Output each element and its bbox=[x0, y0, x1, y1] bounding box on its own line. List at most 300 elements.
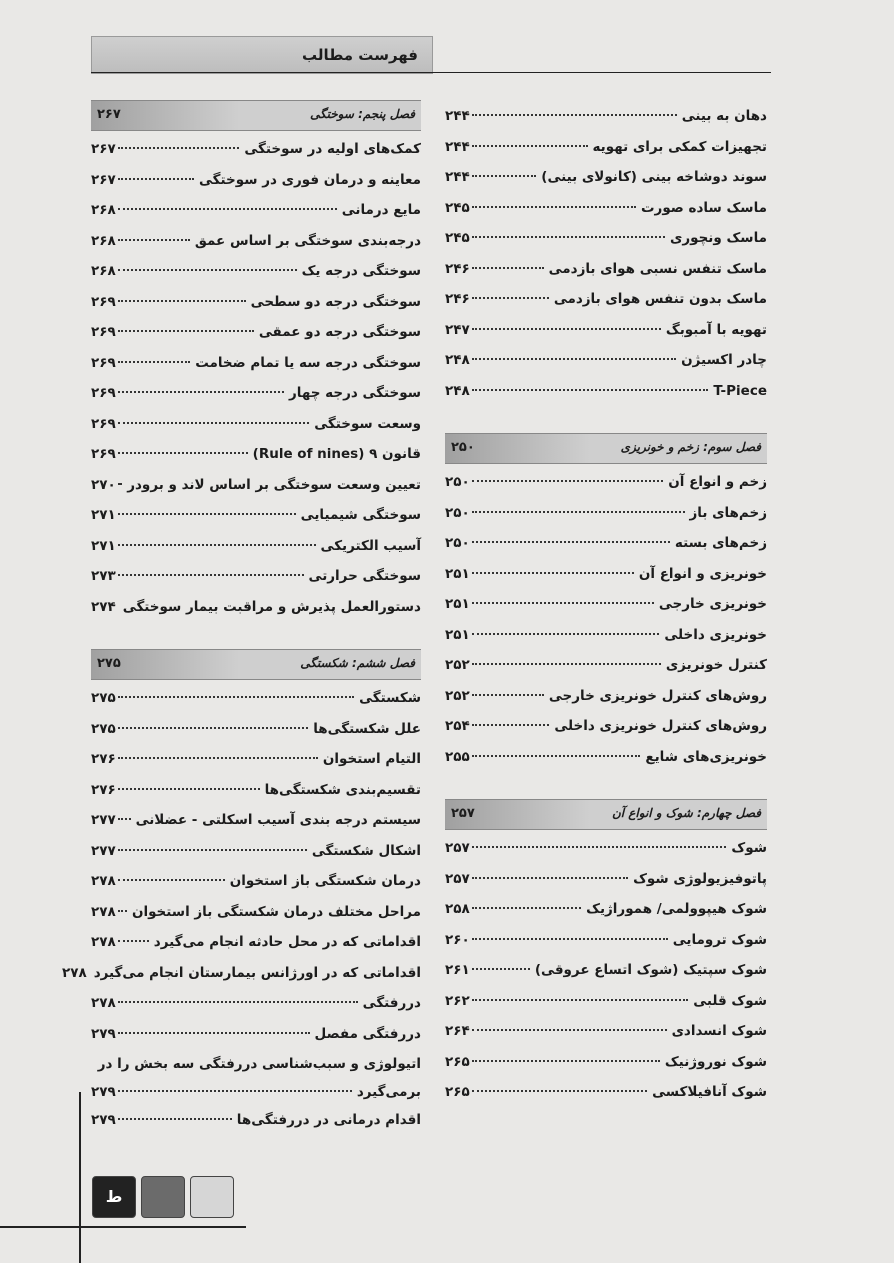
entry-row bbox=[445, 1054, 767, 1070]
entry-label: تهویه با آمبوبگ bbox=[665, 321, 767, 338]
dot-leader bbox=[472, 206, 636, 208]
dot-leader bbox=[472, 175, 537, 177]
dot-leader bbox=[118, 452, 248, 454]
dot-leader bbox=[472, 846, 727, 848]
entry-page-number: ۲۵۲ bbox=[445, 657, 470, 673]
entry-page-number: ۲۴۶ bbox=[445, 291, 470, 307]
toc-entry bbox=[445, 1076, 767, 1107]
toc-entry bbox=[445, 253, 767, 284]
toc-entry bbox=[445, 924, 767, 955]
toc-header-box bbox=[91, 36, 433, 74]
entry-label: سوختگی حرارتی bbox=[308, 568, 421, 584]
entry-page-number: ۲۶۵ bbox=[445, 1084, 470, 1100]
dot-leader bbox=[472, 968, 530, 970]
chapter-title: فصل پنجم: سوختگی bbox=[310, 107, 415, 121]
entry-label: ماسک ساده صورت bbox=[640, 199, 767, 216]
dot-leader bbox=[118, 1032, 310, 1034]
entry-row bbox=[91, 599, 421, 615]
entry-label: شوک ترومایی bbox=[672, 931, 767, 948]
entry-label: دررفتگی bbox=[362, 995, 421, 1011]
section-gap bbox=[445, 771, 767, 799]
dot-leader bbox=[472, 389, 709, 391]
entry-label: درجه‌بندی سوختگی بر اساس عمق bbox=[194, 232, 421, 249]
toc-entry bbox=[91, 804, 421, 835]
chapter-heading bbox=[91, 649, 421, 680]
dot-leader bbox=[472, 602, 654, 604]
entry-page-number: ۲۵۰ bbox=[445, 504, 470, 521]
dot-leader bbox=[118, 330, 254, 332]
entry-row bbox=[91, 538, 421, 554]
entry-label: دستورالعمل پذیرش و مراقبت بیمار سوختگی bbox=[122, 598, 421, 615]
dot-leader bbox=[118, 940, 149, 942]
entry-page-number: ۲۷۸ bbox=[61, 964, 87, 981]
entry-label: سیستم درجه بندی آسیب اسکلتی - عضلانی bbox=[135, 812, 421, 828]
chapter-heading bbox=[445, 799, 767, 830]
dot-leader bbox=[472, 358, 676, 360]
entry-page-number: ۲۵۷ bbox=[445, 870, 470, 887]
toc-entry bbox=[91, 133, 421, 164]
entry-page-number: ۲۵۷ bbox=[445, 840, 470, 856]
toc-entry bbox=[445, 954, 767, 985]
entry-page-number: ۲۶۹ bbox=[91, 293, 116, 310]
footer-rule bbox=[0, 1226, 246, 1228]
dot-leader bbox=[472, 999, 688, 1001]
entry-page-number: ۲۶۵ bbox=[445, 1053, 470, 1070]
toc-entry bbox=[91, 560, 421, 591]
toc-entry bbox=[91, 591, 421, 622]
chapter-page-number: ۲۶۷ bbox=[97, 107, 121, 122]
entry-row bbox=[445, 566, 767, 582]
entry-page-number: ۲۴۴ bbox=[445, 169, 470, 185]
entry-row bbox=[445, 718, 767, 734]
toc-entry bbox=[445, 222, 767, 253]
entry-label: چادر اکسیژن bbox=[681, 352, 767, 368]
entry-label: روش‌های کنترل خونریزی خارجی bbox=[548, 687, 767, 704]
entry-label: التیام استخوان bbox=[322, 751, 421, 767]
toc-entry bbox=[445, 619, 767, 650]
dot-leader bbox=[472, 633, 660, 635]
entry-label: زخم‌های باز bbox=[689, 504, 767, 521]
entry-page-number: ۲۶۷ bbox=[91, 171, 116, 188]
entry-label: خونریزی داخلی bbox=[664, 626, 767, 643]
entry-row bbox=[61, 964, 421, 981]
page-marker: ط bbox=[92, 1176, 136, 1218]
entry-label: آسیب الکتریکی bbox=[320, 537, 421, 554]
entry-row bbox=[91, 873, 421, 889]
entry-label: تعیین وسعت سوختگی بر اساس لاند و برودر bbox=[127, 476, 421, 493]
entry-label: تجهیزات کمکی برای تهویه bbox=[592, 138, 767, 155]
entry-label: سوختگی درجه سه یا تمام ضخامت bbox=[195, 354, 421, 371]
dot-leader bbox=[472, 328, 661, 330]
header-rule bbox=[91, 72, 771, 73]
entry-row bbox=[445, 657, 767, 673]
entry-row bbox=[91, 294, 421, 310]
toc-entry bbox=[91, 743, 421, 774]
toc-entry bbox=[445, 527, 767, 558]
entry-label: شوک انسدادی bbox=[671, 1023, 767, 1039]
entry-row bbox=[91, 324, 421, 340]
entry-row bbox=[445, 749, 767, 765]
dot-leader bbox=[118, 727, 308, 729]
entry-row bbox=[445, 596, 767, 612]
toc-entry bbox=[91, 286, 421, 317]
decor-square-light bbox=[190, 1176, 234, 1218]
entry-label: سوختگی درجه دو عمقی bbox=[258, 324, 421, 340]
entry-label: اقداماتی که در محل حادثه انجام می‌گیرد bbox=[153, 934, 421, 950]
entry-page-number: ۲۷۶ bbox=[91, 781, 116, 798]
toc-entry bbox=[91, 530, 421, 561]
toc-entry bbox=[445, 680, 767, 711]
toc-entry bbox=[91, 499, 421, 530]
entry-label: درمان شکستگی باز استخوان bbox=[229, 873, 421, 889]
entry-label: خونریزی خارجی bbox=[658, 596, 767, 612]
dot-leader bbox=[472, 236, 665, 238]
entry-label: خونریزی و انواع آن bbox=[638, 565, 767, 582]
entry-label: ماسک ونچوری bbox=[669, 230, 767, 246]
dot-leader bbox=[118, 391, 284, 393]
entry-label: روش‌های کنترل خونریزی داخلی bbox=[554, 718, 767, 734]
toc-entry bbox=[91, 1018, 421, 1049]
entry-page-number: ۲۴۶ bbox=[445, 260, 470, 277]
entry-page-number: ۲۴۴ bbox=[445, 108, 470, 124]
entry-row bbox=[91, 1112, 421, 1128]
entry-page-number: ۲۷۸ bbox=[91, 934, 116, 950]
entry-page-number: ۲۶۸ bbox=[91, 263, 116, 279]
entry-page-number: ۲۵۵ bbox=[445, 748, 470, 765]
toc-entry bbox=[445, 192, 767, 223]
entry-label: سوختگی درجه دو سطحی bbox=[250, 293, 421, 310]
chapter-page-number: ۲۷۵ bbox=[97, 656, 121, 671]
toc-entry bbox=[445, 1046, 767, 1077]
entry-label: مایع درمانی bbox=[341, 202, 421, 218]
entry-label: شوک هیپوولمی/ هموراژیک bbox=[586, 901, 767, 917]
dot-leader bbox=[118, 910, 127, 912]
dot-leader bbox=[472, 755, 641, 757]
entry-label: ماسک تنفس نسبی هوای بازدمی bbox=[548, 260, 767, 277]
entry-row bbox=[91, 202, 421, 218]
toc-left-column bbox=[61, 100, 421, 1135]
dot-leader bbox=[118, 300, 246, 302]
toc-entry bbox=[91, 682, 421, 713]
dot-leader bbox=[472, 1029, 667, 1031]
entry-row bbox=[445, 962, 767, 978]
entry-page-number: ۲۵۲ bbox=[445, 687, 470, 704]
entry-row bbox=[91, 477, 421, 493]
dot-leader bbox=[118, 513, 296, 515]
dot-leader bbox=[118, 1001, 358, 1003]
toc-entry bbox=[91, 774, 421, 805]
section-gap bbox=[445, 405, 767, 433]
entry-page-number: ۲۷۵ bbox=[91, 690, 116, 706]
chapter-page-number: ۲۵۷ bbox=[451, 806, 475, 821]
chapter-title: فصل ششم: شکستگی bbox=[300, 656, 415, 670]
entry-page-number: ۲۶۸ bbox=[91, 202, 116, 218]
chapter-title: فصل چهارم: شوک و انواع آن bbox=[611, 806, 761, 820]
entry-page-number: ۲۶۸ bbox=[91, 232, 116, 249]
entry-label: کنترل خونریزی bbox=[665, 657, 767, 673]
entry-row bbox=[91, 355, 421, 371]
entry-row bbox=[91, 904, 421, 920]
dot-leader bbox=[472, 480, 664, 482]
toc-entry bbox=[445, 344, 767, 375]
dot-leader bbox=[472, 145, 588, 147]
chapter-page-number: ۲۵۰ bbox=[451, 440, 475, 455]
entry-row bbox=[445, 200, 767, 216]
entry-page-number: ۲۷۷ bbox=[91, 842, 116, 859]
entry-page-number: ۲۷۳ bbox=[91, 568, 116, 584]
chapter-heading bbox=[445, 433, 767, 464]
entry-row bbox=[91, 385, 421, 401]
entry-label: شوک آنافیلاکسی bbox=[652, 1084, 767, 1100]
dot-leader bbox=[118, 788, 260, 790]
entry-label: سوند دوشاخه بینی (کانولای بینی) bbox=[541, 169, 767, 185]
entry-page-number: ۲۷۹ bbox=[91, 1112, 116, 1128]
dot-leader bbox=[118, 208, 337, 210]
toc-entry bbox=[91, 469, 421, 500]
chapter-title: فصل سوم: زخم و خونریزی bbox=[620, 440, 761, 454]
toc-entry bbox=[445, 588, 767, 619]
toc-entry bbox=[445, 832, 767, 863]
toc-entry bbox=[91, 1104, 421, 1135]
entry-label: دررفتگی مفصل bbox=[314, 1025, 421, 1042]
entry-page-number: ۲۷۴ bbox=[91, 598, 116, 615]
entry-row bbox=[91, 1084, 421, 1100]
dot-leader bbox=[472, 267, 544, 269]
entry-label: کمک‌های اولیه در سوختگی bbox=[244, 141, 421, 157]
entry-row bbox=[91, 233, 421, 249]
entry-row bbox=[445, 291, 767, 307]
entry-page-number: ۲۷۱ bbox=[91, 507, 116, 523]
entry-page-number: ۲۷۸ bbox=[91, 903, 116, 920]
entry-page-number: ۲۴۵ bbox=[445, 230, 470, 246]
entry-row bbox=[445, 901, 767, 917]
dot-leader bbox=[472, 572, 634, 574]
toc-title: فهرست مطالب bbox=[302, 46, 418, 64]
entry-row bbox=[91, 1026, 421, 1042]
entry-page-number: ۲۶۹ bbox=[91, 354, 116, 371]
entry-page-number: ۲۶۹ bbox=[91, 446, 116, 462]
entry-page-number: ۲۶۹ bbox=[91, 324, 116, 340]
dot-leader bbox=[118, 1118, 232, 1120]
dot-leader bbox=[118, 422, 309, 424]
toc-entry bbox=[91, 713, 421, 744]
entry-label: اشکال شکستگی bbox=[311, 842, 421, 859]
entry-row bbox=[91, 995, 421, 1011]
entry-row bbox=[91, 416, 421, 432]
entry-row bbox=[91, 751, 421, 767]
toc-entry bbox=[445, 375, 767, 406]
entry-page-number: ۲۶۹ bbox=[91, 415, 116, 432]
toc-entry bbox=[91, 377, 421, 408]
toc-entry bbox=[91, 1048, 421, 1104]
entry-page-number: ۲۵۱ bbox=[445, 565, 470, 582]
toc-entry bbox=[445, 161, 767, 192]
entry-row bbox=[445, 840, 767, 856]
entry-label: خونریزی‌های شایع bbox=[645, 748, 767, 765]
entry-page-number: ۲۴۸ bbox=[445, 352, 470, 368]
dot-leader bbox=[118, 269, 297, 271]
toc-entry bbox=[91, 926, 421, 957]
entry-page-number: ۲۶۰ bbox=[445, 931, 470, 948]
entry-row bbox=[91, 141, 421, 157]
toc-entry bbox=[445, 710, 767, 741]
entry-label: سوختگی درجه یک bbox=[301, 263, 421, 279]
toc-entry bbox=[445, 649, 767, 680]
entry-row bbox=[445, 505, 767, 521]
toc-entry bbox=[91, 865, 421, 896]
entry-row bbox=[91, 721, 421, 737]
toc-entry bbox=[445, 741, 767, 772]
dot-leader bbox=[118, 361, 190, 363]
dot-leader bbox=[118, 879, 225, 881]
dot-leader bbox=[472, 1060, 660, 1062]
toc-entry bbox=[61, 957, 421, 988]
entry-label: زخم و انواع آن bbox=[668, 474, 767, 490]
entry-row bbox=[445, 108, 767, 124]
entry-label: تقسیم‌بندی شکستگی‌ها bbox=[264, 781, 421, 798]
toc-entry bbox=[445, 314, 767, 345]
entry-page-number: ۲۶۴ bbox=[445, 1023, 470, 1039]
toc-entry bbox=[445, 466, 767, 497]
dot-leader bbox=[472, 663, 661, 665]
toc-entry bbox=[91, 835, 421, 866]
toc-entry bbox=[445, 893, 767, 924]
entry-label: اقدام درمانی در دررفتگی‌ها bbox=[236, 1112, 421, 1128]
entry-page-number: ۲۶۱ bbox=[445, 962, 470, 978]
dot-leader bbox=[118, 483, 123, 485]
entry-page-number: ۲۵۱ bbox=[445, 596, 470, 612]
entry-page-number: ۲۷۶ bbox=[91, 751, 116, 767]
chapter-heading bbox=[91, 100, 421, 131]
toc-entry bbox=[445, 1015, 767, 1046]
entry-page-number: ۲۷۹ bbox=[91, 1025, 116, 1042]
toc-entry bbox=[445, 863, 767, 894]
dot-leader bbox=[118, 757, 318, 759]
dot-leader bbox=[472, 907, 581, 909]
entry-row bbox=[445, 169, 767, 185]
entry-row bbox=[445, 871, 767, 887]
section-gap bbox=[91, 621, 421, 649]
dot-leader bbox=[118, 1090, 352, 1092]
entry-row bbox=[445, 139, 767, 155]
entry-page-number: ۲۷۵ bbox=[91, 720, 116, 737]
dot-leader bbox=[118, 574, 304, 576]
entry-row bbox=[91, 568, 421, 584]
toc-entry bbox=[445, 497, 767, 528]
toc-entry bbox=[91, 347, 421, 378]
toc-entry bbox=[91, 438, 421, 469]
entry-row bbox=[91, 843, 421, 859]
dot-leader bbox=[472, 511, 685, 513]
entry-page-number: ۲۴۸ bbox=[445, 382, 470, 399]
entry-page-number: ۲۵۰ bbox=[445, 474, 470, 490]
entry-page-number: ۲۶۷ bbox=[91, 141, 116, 157]
toc-entry bbox=[91, 896, 421, 927]
entry-row bbox=[445, 627, 767, 643]
entry-label: سوختگی شیمیایی bbox=[300, 507, 421, 523]
entry-label: اتیولوژی و سبب‌شناسی دررفتگی سه بخش را در bbox=[97, 1056, 421, 1072]
entry-row bbox=[91, 263, 421, 279]
entry-page-number: ۲۵۴ bbox=[445, 718, 470, 734]
dot-leader bbox=[472, 877, 628, 879]
entry-row bbox=[445, 352, 767, 368]
entry-row bbox=[445, 322, 767, 338]
entry-label: شوک نوروژنیک bbox=[664, 1053, 767, 1070]
entry-row bbox=[445, 474, 767, 490]
dot-leader bbox=[118, 147, 240, 149]
entry-page-number: ۲۷۹ bbox=[91, 1084, 116, 1100]
entry-row bbox=[91, 172, 421, 188]
entry-label: پاتوفیزیولوژی شوک bbox=[633, 870, 767, 887]
entry-label: زخم‌های بسته bbox=[674, 535, 767, 551]
entry-label: اقداماتی که در اورژانس بیمارستان انجام می‌گیرد bbox=[93, 964, 421, 981]
dot-leader bbox=[118, 818, 131, 820]
entry-page-number: ۲۴۴ bbox=[445, 138, 470, 155]
entry-label: قانون ۹ (Rule of nines) bbox=[252, 446, 421, 462]
toc-entry bbox=[91, 316, 421, 347]
toc-entry bbox=[445, 283, 767, 314]
dot-leader bbox=[472, 541, 670, 543]
entry-label: ماسک بدون تنفس هوای بازدمی bbox=[553, 291, 767, 307]
entry-row bbox=[91, 507, 421, 523]
dot-leader bbox=[472, 114, 677, 116]
dot-leader bbox=[472, 1090, 647, 1092]
toc-right-column bbox=[445, 100, 767, 1107]
entry-page-number: ۲۵۱ bbox=[445, 626, 470, 643]
entry-page-number: ۲۶۲ bbox=[445, 992, 470, 1009]
toc-entry bbox=[91, 987, 421, 1018]
entry-row bbox=[91, 812, 421, 828]
entry-label: شکستگی bbox=[359, 690, 421, 706]
dot-leader bbox=[118, 696, 354, 698]
entry-row bbox=[445, 1023, 767, 1039]
dot-leader bbox=[472, 938, 668, 940]
entry-page-number: ۲۶۹ bbox=[91, 385, 116, 401]
toc-entry bbox=[91, 408, 421, 439]
entry-label: وسعت سوختگی bbox=[314, 415, 421, 432]
entry-page-number: ۲۷۸ bbox=[91, 995, 116, 1011]
entry-row bbox=[445, 230, 767, 246]
entry-row bbox=[445, 535, 767, 551]
entry-label: T-Piece bbox=[713, 382, 767, 399]
dot-leader bbox=[472, 297, 549, 299]
entry-page-number: ۲۷۸ bbox=[91, 873, 116, 889]
toc-entry bbox=[91, 255, 421, 286]
entry-label: دهان به بینی bbox=[681, 108, 767, 124]
entry-row bbox=[91, 446, 421, 462]
toc-entry bbox=[91, 164, 421, 195]
entry-page-number: ۲۵۸ bbox=[445, 901, 470, 917]
dot-leader bbox=[472, 724, 550, 726]
entry-row bbox=[445, 261, 767, 277]
entry-label: علل شکستگی‌ها bbox=[313, 720, 421, 737]
entry-page-number: ۲۷۰ bbox=[91, 476, 116, 493]
dot-leader bbox=[118, 178, 194, 180]
entry-label: شوک قلبی bbox=[693, 992, 767, 1009]
entry-label: شوک سپتیک (شوک اتساع عروقی) bbox=[534, 962, 767, 978]
entry-page-number: ۲۵۰ bbox=[445, 535, 470, 551]
entry-label: مراحل مختلف درمان شکستگی باز استخوان bbox=[131, 903, 421, 920]
entry-label: معاینه و درمان فوری در سوختگی bbox=[199, 171, 421, 188]
dot-leader bbox=[472, 694, 544, 696]
dot-leader bbox=[118, 239, 190, 241]
entry-row bbox=[91, 690, 421, 706]
toc-entry bbox=[445, 131, 767, 162]
entry-page-number: ۲۷۱ bbox=[91, 537, 116, 554]
toc-entry bbox=[445, 985, 767, 1016]
entry-label: برمی‌گیرد bbox=[356, 1084, 421, 1100]
margin-vertical-rule bbox=[79, 1092, 81, 1263]
